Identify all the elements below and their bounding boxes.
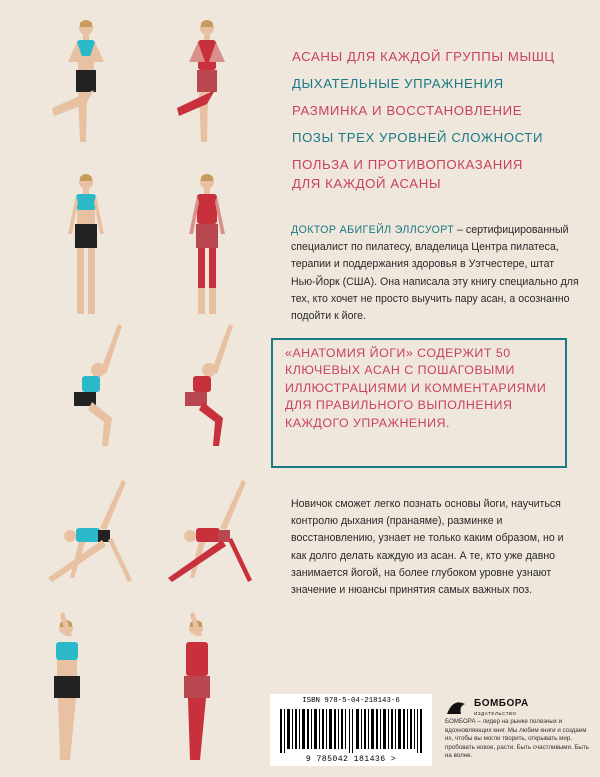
bombora-logo-subtitle: ИЗДАТЕЛЬСТВО <box>474 711 517 716</box>
heading-warmup: РАЗМИНКА И ВОССТАНОВЛЕНИЕ <box>292 103 523 118</box>
wave-icon <box>447 702 465 714</box>
isbn-barcode <box>270 694 432 766</box>
eagle-pose-photo <box>30 610 110 770</box>
chair-pose-anatomy <box>167 322 247 452</box>
bombora-logo-text: БОМБОРА <box>474 698 529 709</box>
chair-pose-photo <box>56 322 136 452</box>
heading-benefits-line2: ДЛЯ КАЖДОЙ АСАНЫ <box>292 176 442 191</box>
book-summary-quote: «АНАТОМИЯ ЙОГИ» СОДЕРЖИТ 50 КЛЮЧЕВЫХ АСАН С ПОШАГОВЫМИ ИЛЛЮСТРАЦИЯМИ И КОММЕНТАРИЯМИ ДЛЯ ПРАВИЛЬНОГО ВЫПОЛНЕНИЯ КАЖДОГО УПРАЖНЕНИЯ. <box>285 346 547 430</box>
tree-pose-anatomy <box>167 18 247 148</box>
eagle-pose-anatomy <box>160 610 240 770</box>
heading-muscle-groups: АСАНЫ ДЛЯ КАЖДОЙ ГРУППЫ МЫШЦ <box>292 49 555 64</box>
isbn-number: 9 785042 181436 > <box>305 755 397 764</box>
mountain-pose-photo <box>56 172 136 322</box>
heading-levels: ПОЗЫ ТРЕХ УРОВНЕЙ СЛОЖНОСТИ <box>292 130 544 145</box>
pose-illustrations <box>0 0 270 777</box>
feature-headings <box>292 48 592 192</box>
publisher-blurb: БОМБОРА – лидер на рынке полезных и вдохновляющих книг. Мы любим книги и создаем их, чтобы вы могли творить, открывать мир, пробовать новое, расти. Быть счастливыми. Быть на волне. <box>445 718 589 760</box>
triangle-pose-anatomy <box>160 478 240 588</box>
barcode-bars <box>280 709 422 753</box>
heading-benefits: ПОЛЬЗА И ПРОТИВОПОКАЗАНИЯ <box>292 157 524 172</box>
mountain-pose-anatomy <box>177 172 257 322</box>
tree-pose-photo <box>46 18 126 148</box>
author-bio <box>291 222 581 325</box>
author-bio-text: – сертифицированный специалист по пилатесу, владелица Центра пилатеса, терапии и поддержания здоровья в Уэтчестере, штат Нью-Йорк (США). Она написала эту книгу специально для тех, кто хочет не просто выучить пару асан, а осознанно подойти к йоге. <box>291 224 579 323</box>
heading-breathing: ДЫХАТЕЛЬНЫЕ УПРАЖНЕНИЯ <box>292 76 504 91</box>
triangle-pose-photo <box>40 478 120 588</box>
author-name: ДОКТОР АБИГЕЙЛ ЭЛЛСУОРТ <box>291 224 455 236</box>
book-description: Новичок сможет легко познать основы йоги, научиться контролю дыхания (пранаяме), разминке и восстановлению, узнает не только каким образом, но и как долго делать каждую из асан. А те, кто уже давно занимается йогой, на более глубоком уровне узнают значение и нюансы принятия самых важных поз. <box>291 498 564 597</box>
isbn-label: ISBN 978-5-04-218143-6 <box>302 697 400 705</box>
